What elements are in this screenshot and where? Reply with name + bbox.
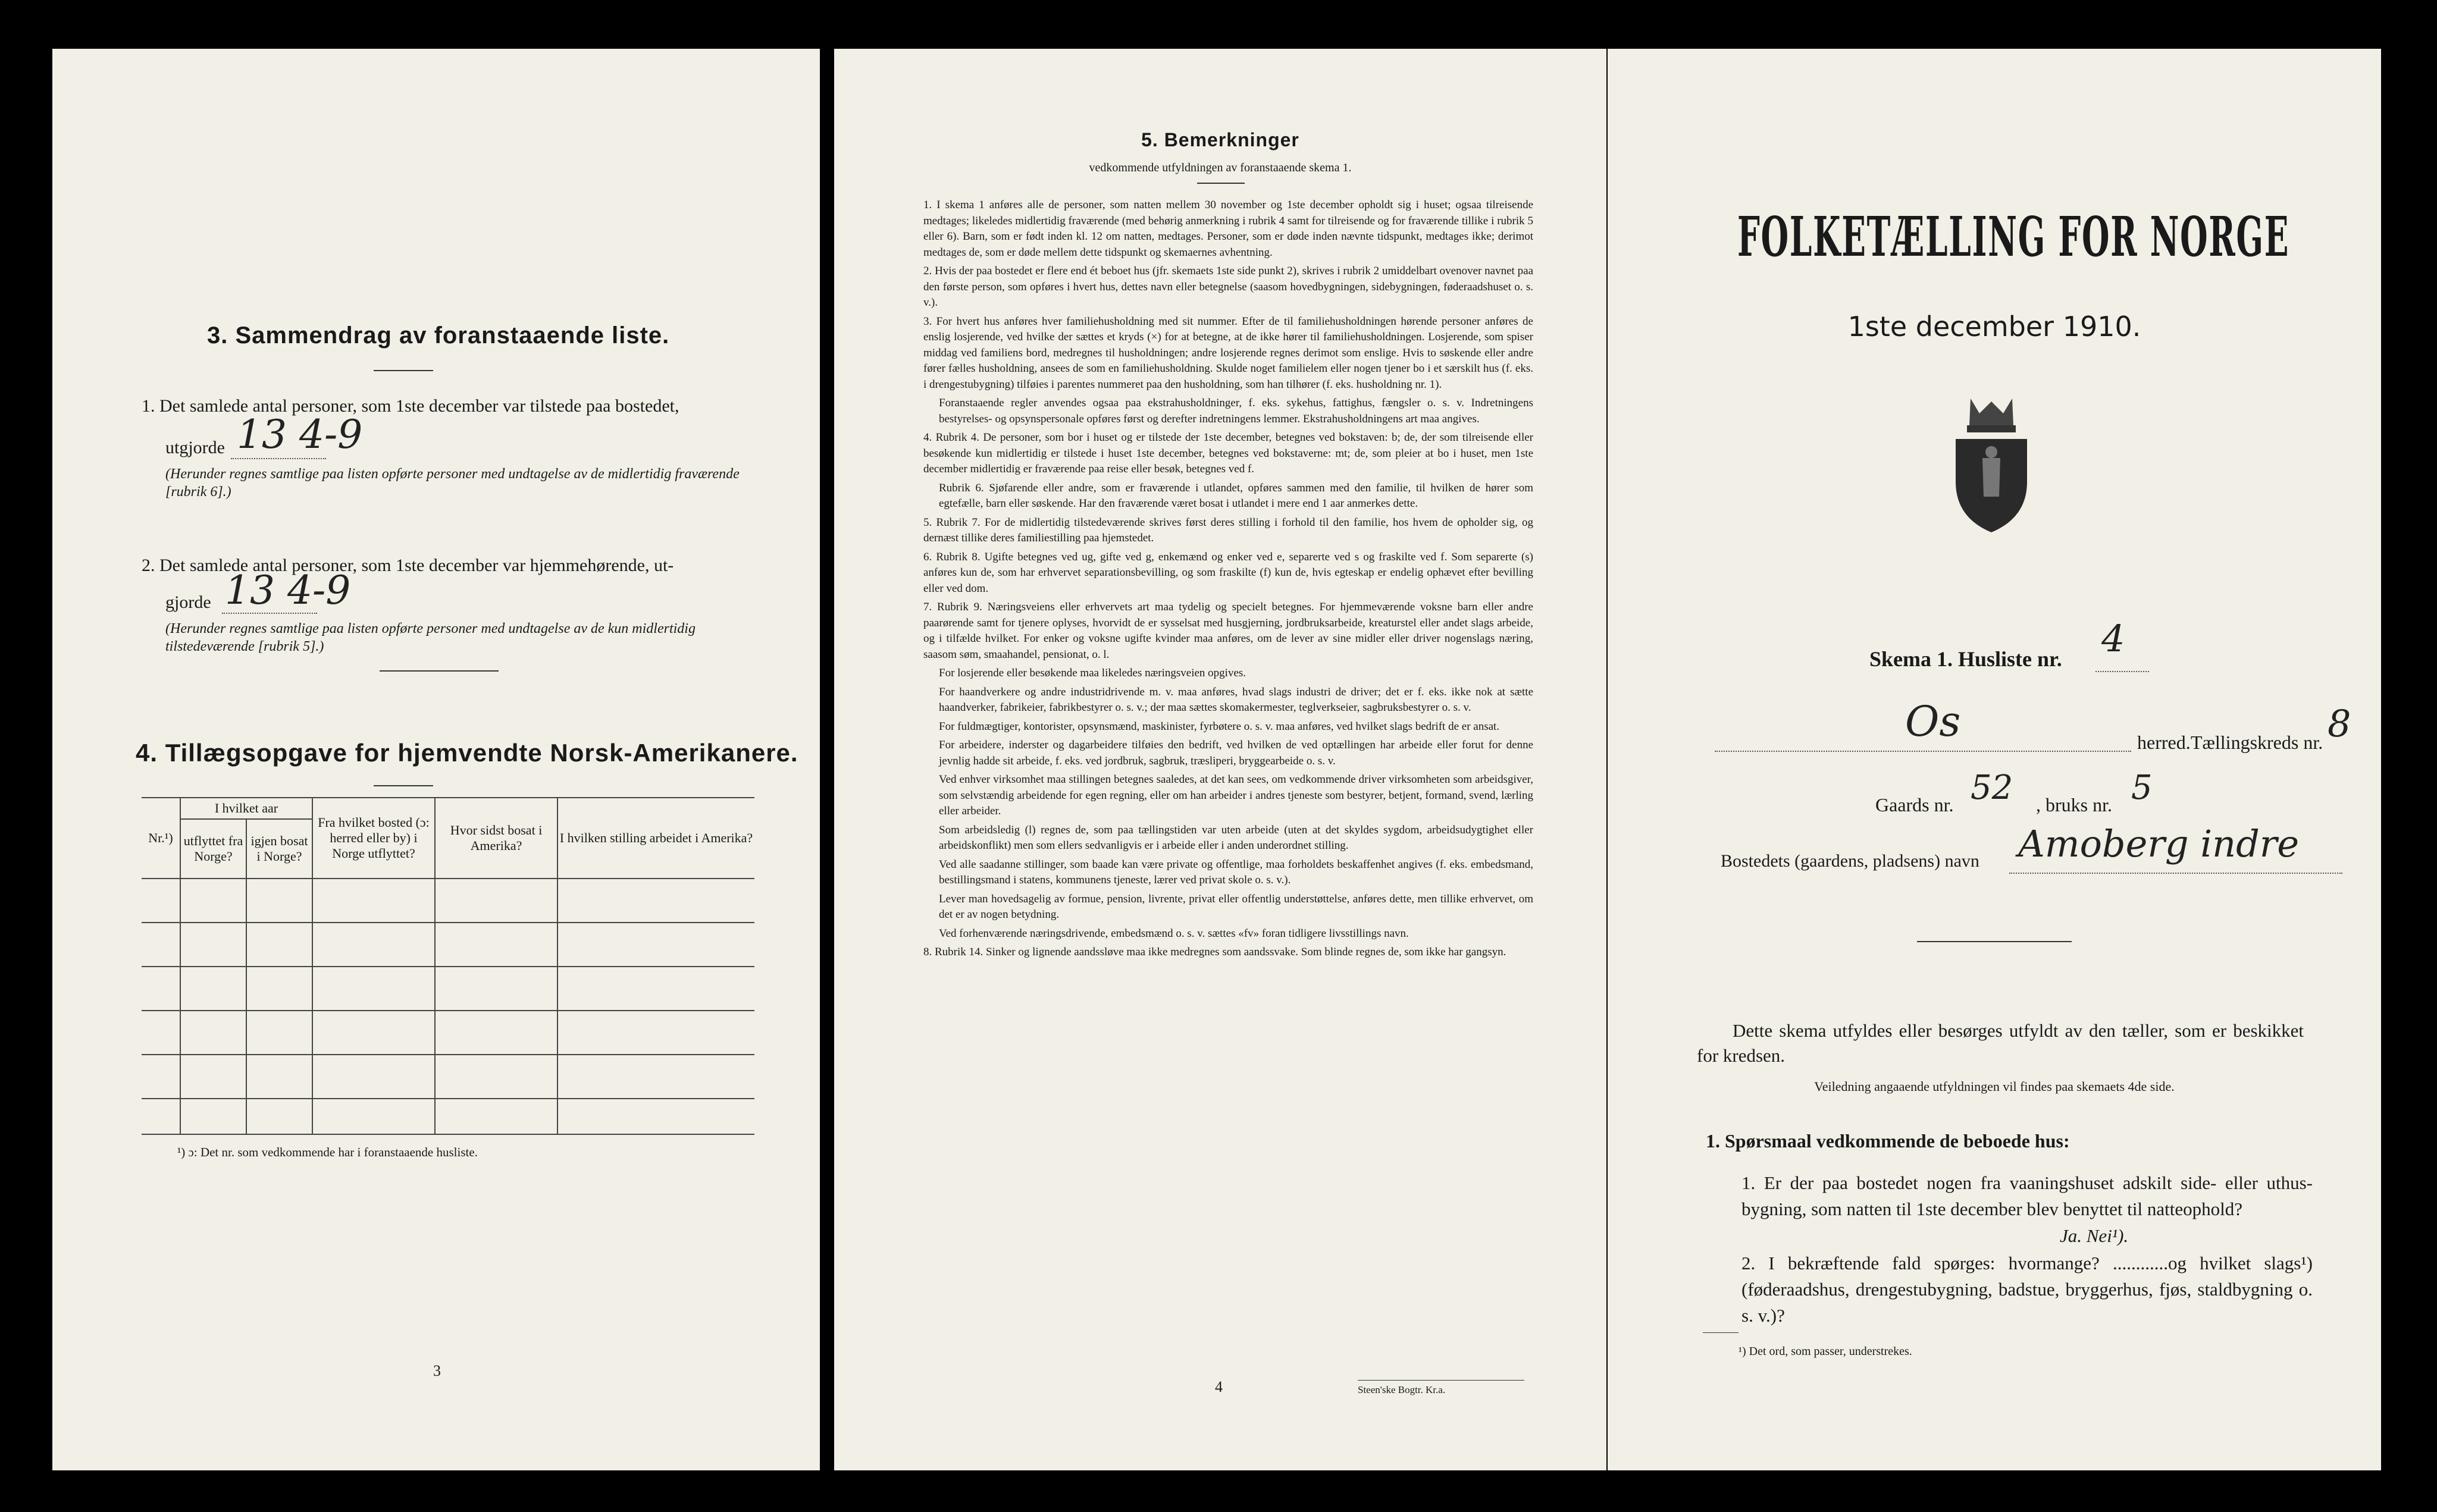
remark-paragraph: 4. Rubrik 4. De personer, som bor i huset og er tilstede der 1ste december, betegnes ved bokstaven: b; de, der som tilreisende eller besøkende kun midlertidig er tilstede i huset 1ste december, betegnes ved bokstaverne: mt; de, som pleier at bo i huset, men 1ste december midlertidig er fraværende paa reise eller besøk, betegnes ved f. <box>923 431 1533 475</box>
coat-of-arms-icon <box>1947 393 2036 535</box>
remark-paragraph: For arbeidere, inderster og dagarbeidere tilføies den bedrift, ved hvilken de ved optællingen har arbeide eller forut for denne jevnlig hadde sit arbeide, f. eks. ved jordbruk, sagbruk, træsliperi, bryggearbeide o. s. v. <box>939 739 1533 767</box>
remarks-subtitle: vedkommende utfyldningen av foranstaaende skema 1. <box>1089 161 1352 174</box>
krets-label: Tællingskreds nr. <box>2191 732 2323 753</box>
norsk-amerikanere-table <box>142 797 754 1135</box>
col-igjen: igjen bosat i Norge? <box>246 819 312 879</box>
table-row <box>142 923 754 967</box>
dotted-line <box>2095 671 2149 672</box>
item1-value: 13 4-9 <box>237 412 363 457</box>
remark-paragraph: Lever man hovedsagelig av formue, pension, livrente, privat eller offentlig understøttelse, anføres dette, men tillike erhvervet, om det er av nogen betydning. <box>939 892 1533 921</box>
divider <box>1358 1380 1524 1381</box>
gaards-value: 52 <box>1971 768 2013 807</box>
col-hvor: Hvor sidst bosat i Amerika? <box>435 798 557 879</box>
middle-page <box>834 49 1606 1470</box>
skema-label: Skema 1. Husliste nr. <box>1869 647 2062 671</box>
remarks-list <box>923 197 1533 964</box>
remark-paragraph: 6. Rubrik 8. Ugifte betegnes ved ug, gifte ved g, enkemænd og enker ved e, separerte ved s og fraskilte ved f. Som separerte (s) anføres kun de, som har erhvervet separationsbevilling, og som fraskilte (f) kun de, hvis egteskap er endelig ophævet efter bevilling eller ved dom. <box>923 550 1533 595</box>
remarks-title: 5. Bemerkninger <box>1141 129 1299 150</box>
right-page <box>1608 49 2381 1470</box>
table-row <box>142 1011 754 1055</box>
remark-paragraph: For fuldmægtiger, kontorister, opsynsmænd, maskinister, fyrbøtere o. s. v. maa anføres, ved hvilket slags bedrift de er ansat. <box>939 720 1500 733</box>
divider <box>1703 1332 1739 1333</box>
remark-paragraph: Ved enhver virksomhet maa stillingen betegnes saaledes, at det kan sees, om vedkommende driver virksomheten som arbeidsgiver, som selvstændig arbeidende for egen regning, eller om han arbeider i andres tjeneste som bestyrer, betjent, formand, svend, lærling eller arbeider. <box>939 773 1533 817</box>
section4-footnote: ¹) ɔ: Det nr. som vedkommende har i foranstaaende husliste. <box>177 1145 478 1159</box>
bosted-label: Bostedets (gaardens, pladsens) navn <box>1721 851 1979 871</box>
remark-paragraph: Som arbeidsledig (l) regnes de, som paa tællingstiden var uten arbeide (uten at det skyldes sygdom, arbeidsudygtighet eller arbeidskonflikt) men som ellers sedvanligvis er i arbeide eller i anden underordnet stilling. <box>939 823 1533 852</box>
remark-paragraph: 8. Rubrik 14. Sinker og lignende aandssløve maa ikke medregnes som aandssvake. Som blinde regnes de, som ikke har gangsyn. <box>923 946 1506 958</box>
item1-label: utgjorde <box>165 438 225 457</box>
table-row <box>142 1055 754 1099</box>
col-stilling: I hvilken stilling arbeidet i Amerika? <box>557 798 754 879</box>
dotted-line <box>1715 751 2131 752</box>
page-number: 4 <box>1215 1378 1223 1395</box>
divider <box>374 370 433 371</box>
footnote: ¹) Det ord, som passer, understrekes. <box>1739 1345 1912 1358</box>
herred-label: herred. <box>2137 732 2191 753</box>
census-date: 1ste december 1910. <box>1847 310 2141 343</box>
remark-paragraph: Ved alle saadanne stillinger, som baade kan være private og offentlige, maa forholdets beskaffenhet angives (f. eks. embedsmand, bestillingsmand i statens, kommunens tjeneste, lærer ved privat skole o. s. v.). <box>939 858 1533 886</box>
left-page <box>52 49 820 1470</box>
col-group-year: I hvilket aar <box>180 798 312 819</box>
page-number: 3 <box>433 1362 441 1379</box>
item2-value: 13 4-9 <box>225 567 351 613</box>
divider <box>380 670 499 672</box>
section4-title: 4. Tillægsopgave for hjemvendte Norsk-Amerikanere. <box>136 739 798 767</box>
remark-paragraph: 7. Rubrik 9. Næringsveiens eller erhvervets art maa tydelig og specielt betegnes. For hjemmeværende voksne barn eller andre paarørende samt for tjenere oplyses, hvorvidt de er sysselsat med husgjerning, jordbruksarbeide, kreaturstel eller andet slags arbeide, og i tilfælde hvilket. For enker og voksne ugifte kvinder maa anføres, om de lever av sine midler eller driver nogenslags næring, saasom søm, smaahandel, pensionat, o. l. <box>923 601 1533 661</box>
printer-mark: Steen'ske Bogtr. Kr.a. <box>1358 1384 1446 1395</box>
dotted-line <box>231 458 326 459</box>
divider <box>1917 941 2072 942</box>
question-1: 1. Er der paa bostedet nogen fra vaaningshuset adskilt side- eller uthus-bygning, som natten til 1ste december blev benyttet til natteophold? <box>1741 1172 2313 1219</box>
col-utflyttet: utflyttet fra Norge? <box>180 819 246 879</box>
bosted-value: Amoberg indre <box>2018 822 2300 865</box>
bruks-value: 5 <box>2131 768 2153 807</box>
divider <box>1197 183 1245 184</box>
remark-paragraph: 2. Hvis der paa bostedet er flere end ét beboet hus (jfr. skemaets 1ste side punkt 2), skrives i rubrik 2 umiddelbart ovenover navnet paa den første person, som opføres i hvert hus, dettes navn eller betegnelse (saasom hovedbygningen, sidebygningen, føderaadshuset o. s. v.). <box>923 265 1533 309</box>
remark-paragraph: 3. For hvert hus anføres hver familiehusholdning med sit nummer. Efter de til familiehusholdningen hørende personer anføres de enslig losjerende, ved hvilke der sættes et kryds (×) for at betegne, at de ikke hører til familiehusholdningen. Losjerende, som spiser middag ved familiens bord, medregnes til husholdningen; andre losjerende regnes derimot som enslige. Hvis to søskende eller andre fører fælles husholdning, ansees de som en familiehusholdning. Skulde noget familielem eller nogen tjener bo i et særskilt hus (f. eks. i drengestubygning) tilføies i parentes nummeret paa den husholdning, som han tilhører (f. eks. husholdning nr. 1). <box>923 315 1533 391</box>
remark-paragraph: Rubrik 6. Sjøfarende eller andre, som er fraværende i utlandet, opføres sammen med den familie, til hvilken de hører som egtefælle, barn eller søskende. Har den fraværende været bosat i utlandet i mere end 1 aar anmerkes dette. <box>939 481 1533 510</box>
krets-value: 8 <box>2328 702 2351 745</box>
divider <box>374 785 433 786</box>
remark-paragraph: Ved forhenværende næringsdrivende, embedsmænd o. s. v. sættes «fv» foran tidligere livsstillings navn. <box>939 927 1409 940</box>
item1-note: (Herunder regnes samtlige paa listen opførte personer med undtagelse av de midlertidig fraværende [rubrik 6].) <box>165 466 740 500</box>
col-fra: Fra hvilket bosted (ɔ: herred eller by) i Norge utflyttet? <box>312 798 435 879</box>
veiledning: Veiledning angaaende utfyldningen vil findes paa skemaets 4de side. <box>1814 1079 2175 1094</box>
remark-paragraph: For losjerende eller besøkende maa likeledes næringsveien opgives. <box>939 667 1246 679</box>
bruks-label: , bruks nr. <box>2036 794 2112 815</box>
remark-paragraph: For haandverkere og andre industridrivende m. v. maa anføres, hvad slags industri de driver; det er f. eks. ikke nok at sætte haandverker, fabrikeier, fabrikbestyrer o. s. v.; der maa sættes skomakermester, teglverkseier, sagbruksbestyrer o. s. v. <box>939 685 1533 714</box>
table-row <box>142 967 754 1011</box>
section3-title: 3. Sammendrag av foranstaaende liste. <box>207 322 670 349</box>
questions-header: 1. Spørsmaal vedkommende de beboede hus: <box>1706 1130 2070 1152</box>
remark-paragraph: 1. I skema 1 anføres alle de personer, som natten mellem 30 november og 1ste december opholdt sig i huset; ogsaa tilreisende medtages; likeledes midlertidig fraværende (med behørig anmerkning i rubrik 4 samt for tilreisende og for fraværende tillike i rubrik 5 eller 6). Barn, som er født inden kl. 12 om natten, medtages. Personer, som er døde inden nævnte tidspunkt, medtages ikke; derimot medtages de, som er døde mellem dette tidspunkt og skemaernes avhentning. <box>923 199 1533 259</box>
table-row <box>142 879 754 923</box>
question-1-answer: Ja. Nei¹). <box>2060 1225 2129 1246</box>
dotted-line <box>2009 873 2342 874</box>
table-row <box>142 1099 754 1134</box>
instructions: Dette skema utfyldes eller besørges utfyldt av den tæller, som er beskikket for kredsen. <box>1697 1020 2304 1066</box>
col-nr: Nr.¹) <box>142 798 180 879</box>
husliste-nr: 4 <box>2101 617 2125 660</box>
herred-value: Os <box>1905 697 1961 746</box>
item2-note: (Herunder regnes samtlige paa listen opførte personer med undtagelse av de kun midlertidig tilstedeværende [rubrik 5].) <box>165 621 696 654</box>
section3-item1: 1. Det samlede antal personer, som 1ste december var tilstede paa bostedet, <box>142 396 679 416</box>
dotted-line <box>222 613 317 614</box>
census-title: FOLKETÆLLING FOR NORGE <box>1737 205 2290 269</box>
question-2: 2. I bekræftende fald spørges: hvormange? ............og hvilket slags¹) (føderaadshus, drengestubygning, badstue, bryggerhus, fjøs, staldbygning o. s. v.)? <box>1741 1253 2313 1326</box>
remark-paragraph: Foranstaaende regler anvendes ogsaa paa ekstrahusholdninger, f. eks. sykehus, fattighus, fængsler o. s. v. Indretningens bestyrelses- og opsynspersonale opføres først og derefter indretningens lemmer. Ekstrahusholdningens art maa angives. <box>939 397 1533 425</box>
section3-item2: 2. Det samlede antal personer, som 1ste december var hjemmehørende, ut- <box>142 556 674 575</box>
gaards-label: Gaards nr. <box>1875 794 1954 815</box>
item2-label: gjorde <box>165 592 211 612</box>
remark-paragraph: 5. Rubrik 7. For de midlertidig tilstedeværende skrives først deres stilling i forhold til den familie, hos hvem de opholder sig, og dernæst tillike deres familiestilling paa hjemstedet. <box>923 516 1533 544</box>
